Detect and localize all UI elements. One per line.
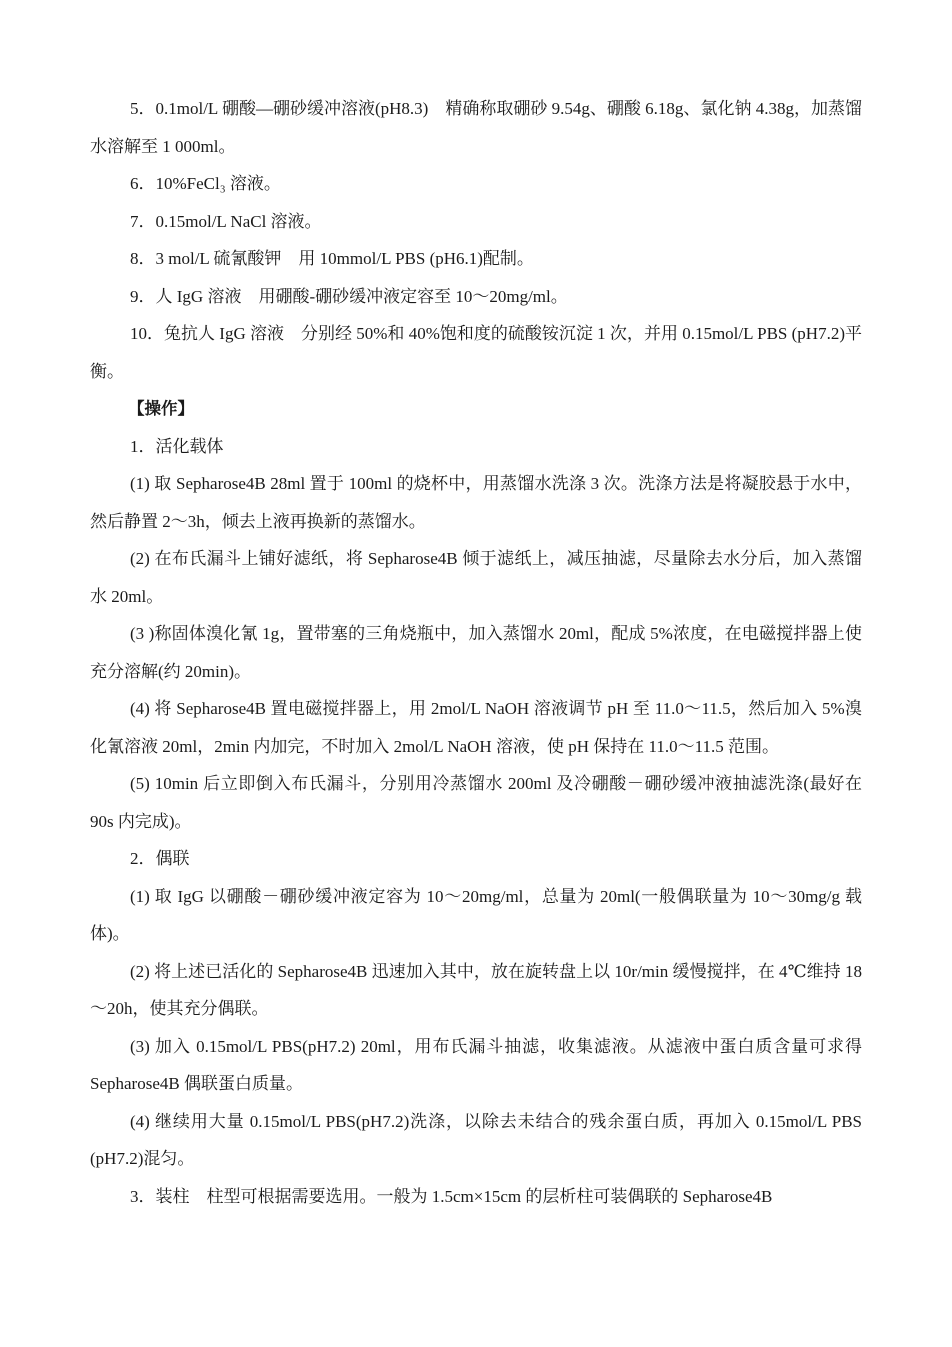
step-3-column-packing: 3．装柱 柱型可根据需要选用。一般为 1.5cm×15cm 的层析柱可装偶联的 Sepharose4B xyxy=(130,1186,773,1206)
reagent-6: 6．10%FeCl₃ 溶液。 xyxy=(130,174,281,193)
step-2-substep-1: (1) 取 IgG 以硼酸－硼砂缓冲液定容为 10～20mg/ml，总量为 20ml(一般偶联量为 10～30mg/g 载体)。 xyxy=(90,886,862,943)
step-2-substep-4: (4) 继续用大量 0.15mol/L PBS(pH7.2)洗涤，以除去未结合的残余蛋白质，再加入 0.15mol/L PBS (pH7.2)混匀。 xyxy=(90,1111,862,1168)
step-1-title: 1．活化载体 xyxy=(130,436,224,456)
document-page xyxy=(90,90,862,1215)
reagent-10: 10．兔抗人 IgG 溶液 分别经 50%和 40%饱和度的硫酸铵沉淀 1 次，并用 0.15mol/L PBS (pH7.2)平衡。 xyxy=(90,324,862,381)
reagent-7: 7．0.15mol/L NaCl 溶液。 xyxy=(130,211,322,231)
step-1-substep-3: (3 )称固体溴化氰 1g，置带塞的三角烧瓶中，加入蒸馏水 20ml，配成 5%浓度，在电磁搅拌器上使充分溶解(约 20min)。 xyxy=(90,624,862,681)
step-1-substep-2: (2) 在布氏漏斗上铺好滤纸，将 Sepharose4B 倾于滤纸上，减压抽滤，尽量除去水分后，加入蒸馏水 20ml。 xyxy=(90,549,862,606)
reagent-5: 5．0.1mol/L 硼酸—硼砂缓冲溶液(pH8.3) 精确称取硼砂 9.54g、硼酸 6.18g、氯化钠 4.38g，加蒸馏水溶解至 1 000ml。 xyxy=(90,99,862,156)
step-2-title: 2．偶联 xyxy=(130,849,190,868)
reagent-9: 9．人 IgG 溶液 用硼酸-硼砂缓冲液定容至 10～20mg/ml。 xyxy=(130,286,568,306)
step-1-substep-4: (4) 将 Sepharose4B 置电磁搅拌器上，用 2mol/L NaOH 溶液调节 pH 至 11.0～11.5，然后加入 5%溴化氰溶液 20ml，2min 内加完，不时加入 2mol/L NaOH 溶液，使 pH 保持在 11.0～11.5 范围。 xyxy=(90,699,862,756)
step-1-substep-5: (5) 10min 后立即倒入布氏漏斗，分别用冷蒸馏水 200ml 及冷硼酸－硼砂缓冲液抽滤洗涤(最好在 90s 内完成)。 xyxy=(90,774,862,831)
section-title-operation: 【操作】 xyxy=(128,399,194,418)
step-1-substep-1: (1) 取 Sepharose4B 28ml 置于 100ml 的烧杯中，用蒸馏水洗涤 3 次。洗涤方法是将凝胶悬于水中，然后静置 2～3h，倾去上液再换新的蒸馏水。 xyxy=(90,474,862,531)
step-2-substep-2: (2) 将上述已活化的 Sepharose4B 迅速加入其中，放在旋转盘上以 10r/min 缓慢搅拌，在 4℃维持 18～20h，使其充分偶联。 xyxy=(90,961,862,1018)
step-2-substep-3: (3) 加入 0.15mol/L PBS(pH7.2) 20ml，用布氏漏斗抽滤，收集滤液。从滤液中蛋白质含量可求得 Sepharose4B 偶联蛋白质量。 xyxy=(90,1036,862,1093)
reagent-8: 8．3 mol/L 硫氰酸钾 用 10mmol/L PBS (pH6.1)配制。 xyxy=(130,249,534,268)
